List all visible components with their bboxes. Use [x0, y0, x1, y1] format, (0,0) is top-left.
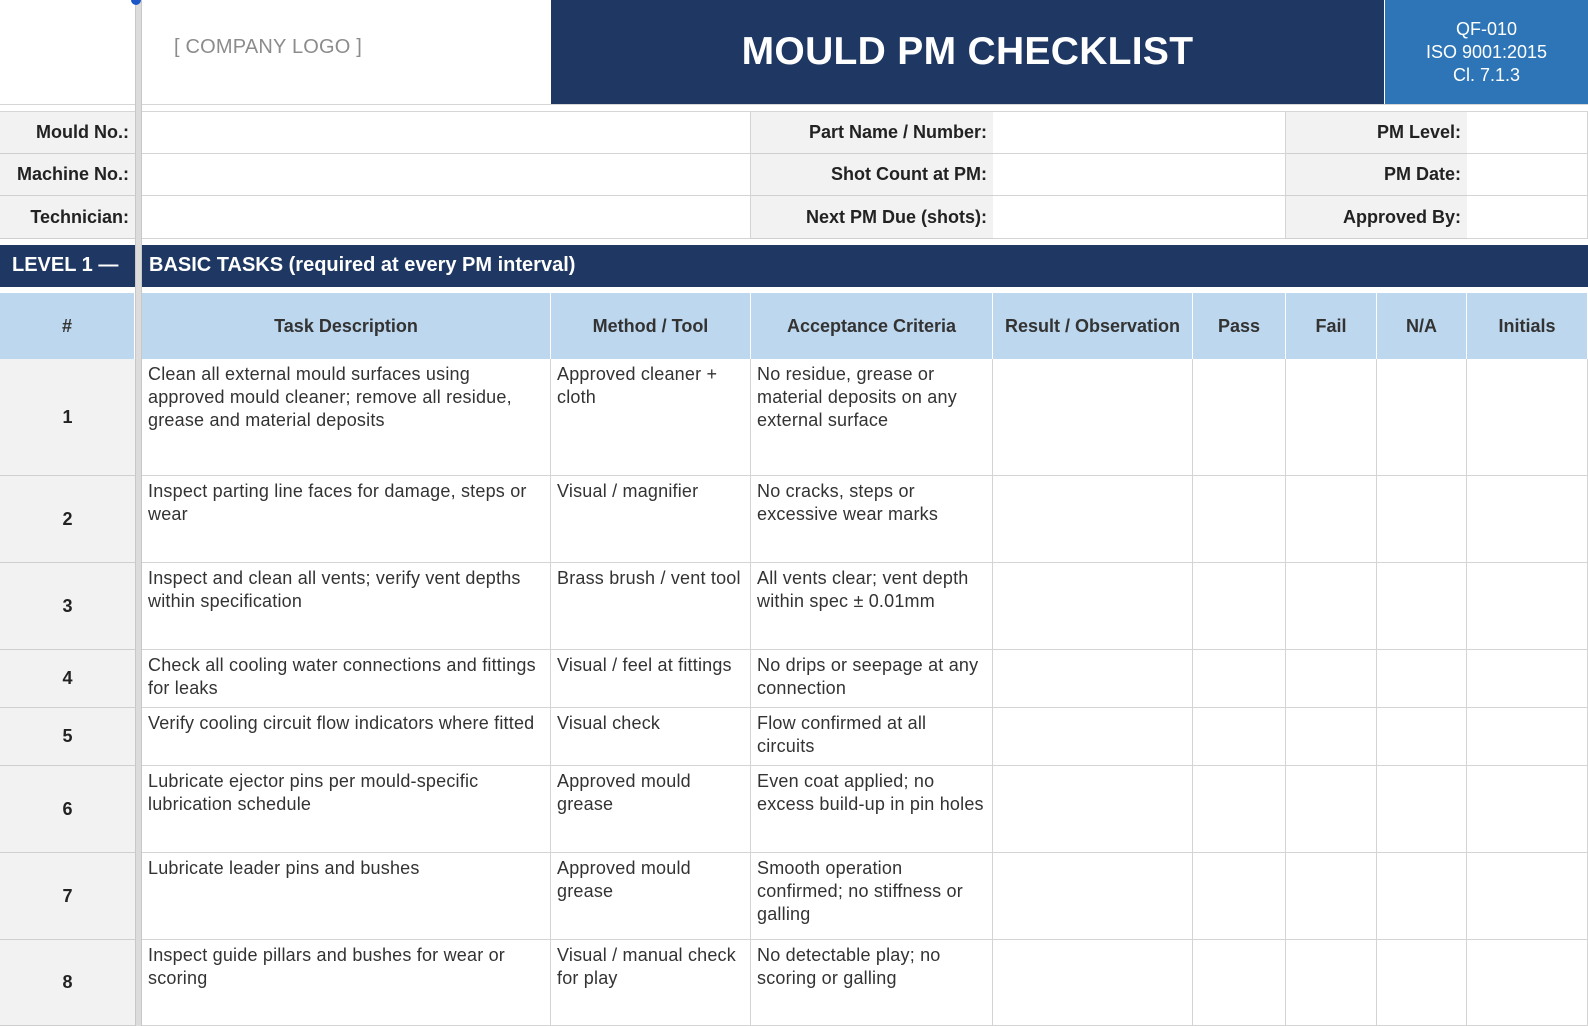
- pass-cell[interactable]: [1193, 940, 1286, 1026]
- method-tool: Visual check: [551, 708, 751, 766]
- row-number: 8: [0, 940, 135, 1026]
- method-tool: Visual / feel at fittings: [551, 650, 751, 708]
- result-observation-cell[interactable]: [993, 766, 1193, 853]
- col-header-method: Method / Tool: [551, 293, 751, 359]
- acceptance-criteria: Flow confirmed at all circuits: [751, 708, 993, 766]
- na-cell[interactable]: [1377, 853, 1467, 940]
- result-observation-cell[interactable]: [993, 476, 1193, 563]
- task-description: Check all cooling water connections and fittings for leaks: [142, 650, 551, 708]
- pass-cell[interactable]: [1193, 766, 1286, 853]
- acceptance-criteria: Even coat applied; no excess build-up in pin holes: [751, 766, 993, 853]
- col-header-criteria: Acceptance Criteria: [751, 293, 993, 359]
- task-description: Clean all external mould surfaces using approved mould cleaner; remove all residue, grease and material deposits: [142, 359, 551, 476]
- row-number: 4: [0, 650, 135, 708]
- mould-no-field[interactable]: [142, 112, 751, 154]
- technician-label: Technician:: [0, 196, 135, 239]
- fail-cell[interactable]: [1286, 650, 1377, 708]
- na-cell[interactable]: [1377, 708, 1467, 766]
- initials-cell[interactable]: [1467, 476, 1588, 563]
- acceptance-criteria: No residue, grease or material deposits on any external surface: [751, 359, 993, 476]
- col-header-initials: Initials: [1467, 293, 1588, 359]
- acceptance-criteria: No drips or seepage at any connection: [751, 650, 993, 708]
- part-name-label: Part Name / Number:: [751, 112, 993, 154]
- pass-cell[interactable]: [1193, 476, 1286, 563]
- fail-cell[interactable]: [1286, 708, 1377, 766]
- pass-cell[interactable]: [1193, 708, 1286, 766]
- row-number: 5: [0, 708, 135, 766]
- shot-count-field[interactable]: [993, 154, 1286, 196]
- doc-code: QF-010: [1455, 18, 1518, 39]
- header-divider: [0, 104, 1588, 112]
- task-description: Inspect and clean all vents; verify vent depths within specification: [142, 563, 551, 650]
- fail-cell[interactable]: [1286, 940, 1377, 1026]
- machine-no-field[interactable]: [142, 154, 751, 196]
- page-title: MOULD PM CHECKLIST: [741, 30, 1194, 73]
- initials-cell[interactable]: [1467, 708, 1588, 766]
- title-banner: [551, 0, 1384, 104]
- na-cell[interactable]: [1377, 476, 1467, 563]
- row-number: 6: [0, 766, 135, 853]
- task-description: Inspect parting line faces for damage, steps or wear: [142, 476, 551, 563]
- pm-date-label: PM Date:: [1286, 154, 1467, 196]
- pass-cell[interactable]: [1193, 563, 1286, 650]
- next-pm-label: Next PM Due (shots):: [751, 196, 993, 239]
- initials-cell[interactable]: [1467, 563, 1588, 650]
- mould-no-label: Mould No.:: [0, 112, 135, 154]
- pm-level-field[interactable]: [1467, 112, 1588, 154]
- col-header-result: Result / Observation: [993, 293, 1193, 359]
- method-tool: Brass brush / vent tool: [551, 563, 751, 650]
- col-header-task: Task Description: [142, 293, 551, 359]
- fail-cell[interactable]: [1286, 476, 1377, 563]
- method-tool: Visual / magnifier: [551, 476, 751, 563]
- col-header-fail: Fail: [1286, 293, 1377, 359]
- result-observation-cell[interactable]: [993, 563, 1193, 650]
- company-logo-placeholder: [ COMPANY LOGO ]: [174, 36, 363, 58]
- method-tool: Approved mould grease: [551, 853, 751, 940]
- standard-ref: ISO 9001:2015: [1425, 41, 1548, 62]
- na-cell[interactable]: [1377, 766, 1467, 853]
- pm-level-label: PM Level:: [1286, 112, 1467, 154]
- result-observation-cell[interactable]: [993, 940, 1193, 1026]
- row-number: 3: [0, 563, 135, 650]
- initials-cell[interactable]: [1467, 766, 1588, 853]
- pass-cell[interactable]: [1193, 853, 1286, 940]
- result-observation-cell[interactable]: [993, 359, 1193, 476]
- na-cell[interactable]: [1377, 563, 1467, 650]
- acceptance-criteria: All vents clear; vent depth within spec ± 0.01mm: [751, 563, 993, 650]
- initials-cell[interactable]: [1467, 650, 1588, 708]
- col-header-na: N/A: [1377, 293, 1467, 359]
- result-observation-cell[interactable]: [993, 650, 1193, 708]
- na-cell[interactable]: [1377, 940, 1467, 1026]
- task-description: Inspect guide pillars and bushes for wear or scoring: [142, 940, 551, 1026]
- result-observation-cell[interactable]: [993, 708, 1193, 766]
- frozen-pane-divider[interactable]: [135, 0, 142, 1026]
- clause-ref: Cl. 7.1.3: [1452, 64, 1521, 85]
- section-level: LEVEL 1 —: [12, 254, 119, 276]
- technician-field[interactable]: [142, 196, 751, 239]
- pm-date-field[interactable]: [1467, 154, 1588, 196]
- acceptance-criteria: No detectable play; no scoring or galling: [751, 940, 993, 1026]
- section-title: BASIC TASKS (required at every PM interval): [149, 254, 576, 276]
- fail-cell[interactable]: [1286, 359, 1377, 476]
- result-observation-cell[interactable]: [993, 853, 1193, 940]
- fail-cell[interactable]: [1286, 766, 1377, 853]
- next-pm-field[interactable]: [993, 196, 1286, 239]
- col-header-number: #: [0, 293, 135, 359]
- task-description: Lubricate ejector pins per mould-specific lubrication schedule: [142, 766, 551, 853]
- na-cell[interactable]: [1377, 650, 1467, 708]
- row-number: 1: [0, 359, 135, 476]
- fail-cell[interactable]: [1286, 563, 1377, 650]
- row-number: 2: [0, 476, 135, 563]
- method-tool: Approved mould grease: [551, 766, 751, 853]
- pass-cell[interactable]: [1193, 650, 1286, 708]
- task-description: Verify cooling circuit flow indicators where fitted: [142, 708, 551, 766]
- pass-cell[interactable]: [1193, 359, 1286, 476]
- task-description: Lubricate leader pins and bushes: [142, 853, 551, 940]
- col-header-pass: Pass: [1193, 293, 1286, 359]
- shot-count-label: Shot Count at PM:: [751, 154, 993, 196]
- approved-by-field[interactable]: [1467, 196, 1588, 239]
- method-tool: Approved cleaner + cloth: [551, 359, 751, 476]
- initials-cell[interactable]: [1467, 359, 1588, 476]
- approved-by-label: Approved By:: [1286, 196, 1467, 239]
- part-name-field[interactable]: [993, 112, 1286, 154]
- document-reference: [1385, 0, 1588, 104]
- row-number: 7: [0, 853, 135, 940]
- initials-cell[interactable]: [1467, 853, 1588, 940]
- acceptance-criteria: Smooth operation confirmed; no stiffness or galling: [751, 853, 993, 940]
- machine-no-label: Machine No.:: [0, 154, 135, 196]
- method-tool: Visual / manual check for play: [551, 940, 751, 1026]
- na-cell[interactable]: [1377, 359, 1467, 476]
- fail-cell[interactable]: [1286, 853, 1377, 940]
- initials-cell[interactable]: [1467, 940, 1588, 1026]
- acceptance-criteria: No cracks, steps or excessive wear marks: [751, 476, 993, 563]
